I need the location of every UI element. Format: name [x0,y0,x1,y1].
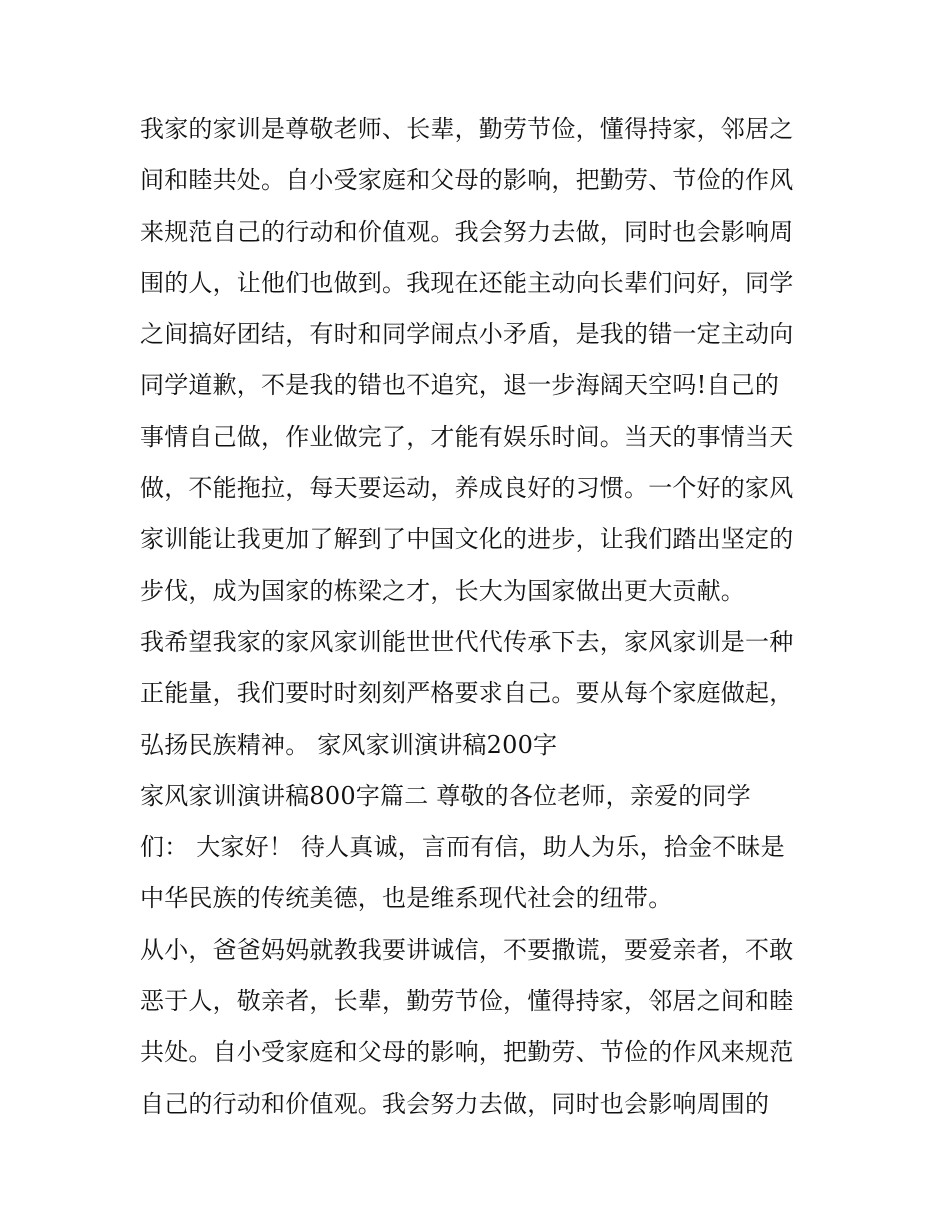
text-line: 做，不能拖拉，每天要运动，养成良好的习惯。一个好的家风 [140,474,794,503]
text-line: 我希望我家的家风家训能世世代代传承下去，家风家训是一种 [140,627,794,656]
text-line: 事情自己做，作业做完了，才能有娱乐时间。当天的事情当天 [140,422,794,451]
text-line: 家训能让我更加了解到了中国文化的进步，让我们踏出坚定的 [140,525,794,554]
text-line: 围的人，让他们也做到。我现在还能主动向长辈们问好，同学 [140,268,794,297]
text-line: 之间搞好团结，有时和同学闹点小矛盾，是我的错一定主动向 [140,320,794,349]
text-line: 家风家训演讲稿800字篇二 尊敬的各位老师，亲爱的同学 [140,781,751,810]
text-line: 我家的家训是尊敬老师、长辈，勤劳节俭，懂得持家，邻居之 [140,115,794,143]
text-line: 步伐，成为国家的栋梁之才，长大为国家做出更大贡献。 [140,576,745,605]
text-line: 来规范自己的行动和价值观。我会努力去做，同时也会影响周 [140,217,794,246]
text-line: 弘扬民族精神。 家风家训演讲稿200字 [140,730,558,759]
text-line: 恶于人，敬亲者，长辈，勤劳节俭，懂得持家，邻居之间和睦 [140,987,794,1016]
document-body [140,104,820,1130]
text-line: 正能量，我们要时时刻刻严格要求自己。要从每个家庭做起， [140,679,794,708]
text-line: 中华民族的传统美德，也是维系现代社会的纽带。 [140,884,673,913]
text-line: 同学道歉，不是我的错也不追究，退一步海阔天空吗!自己的 [140,371,780,400]
text-line: 自己的行动和价值观。我会努力去做，同时也会影响周围的 [140,1089,770,1118]
text-line: 间和睦共处。自小受家庭和父母的影响，把勤劳、节俭的作风 [140,166,794,195]
text-line: 们： 大家好！ 待人真诚，言而有信，助人为乐，拾金不昧是 [140,833,785,862]
text-line: 从小，爸爸妈妈就教我要讲诚信，不要撒谎，要爱亲者，不敢 [140,935,794,964]
text-line: 共处。自小受家庭和父母的影响，把勤劳、节俭的作风来规范 [140,1038,794,1067]
